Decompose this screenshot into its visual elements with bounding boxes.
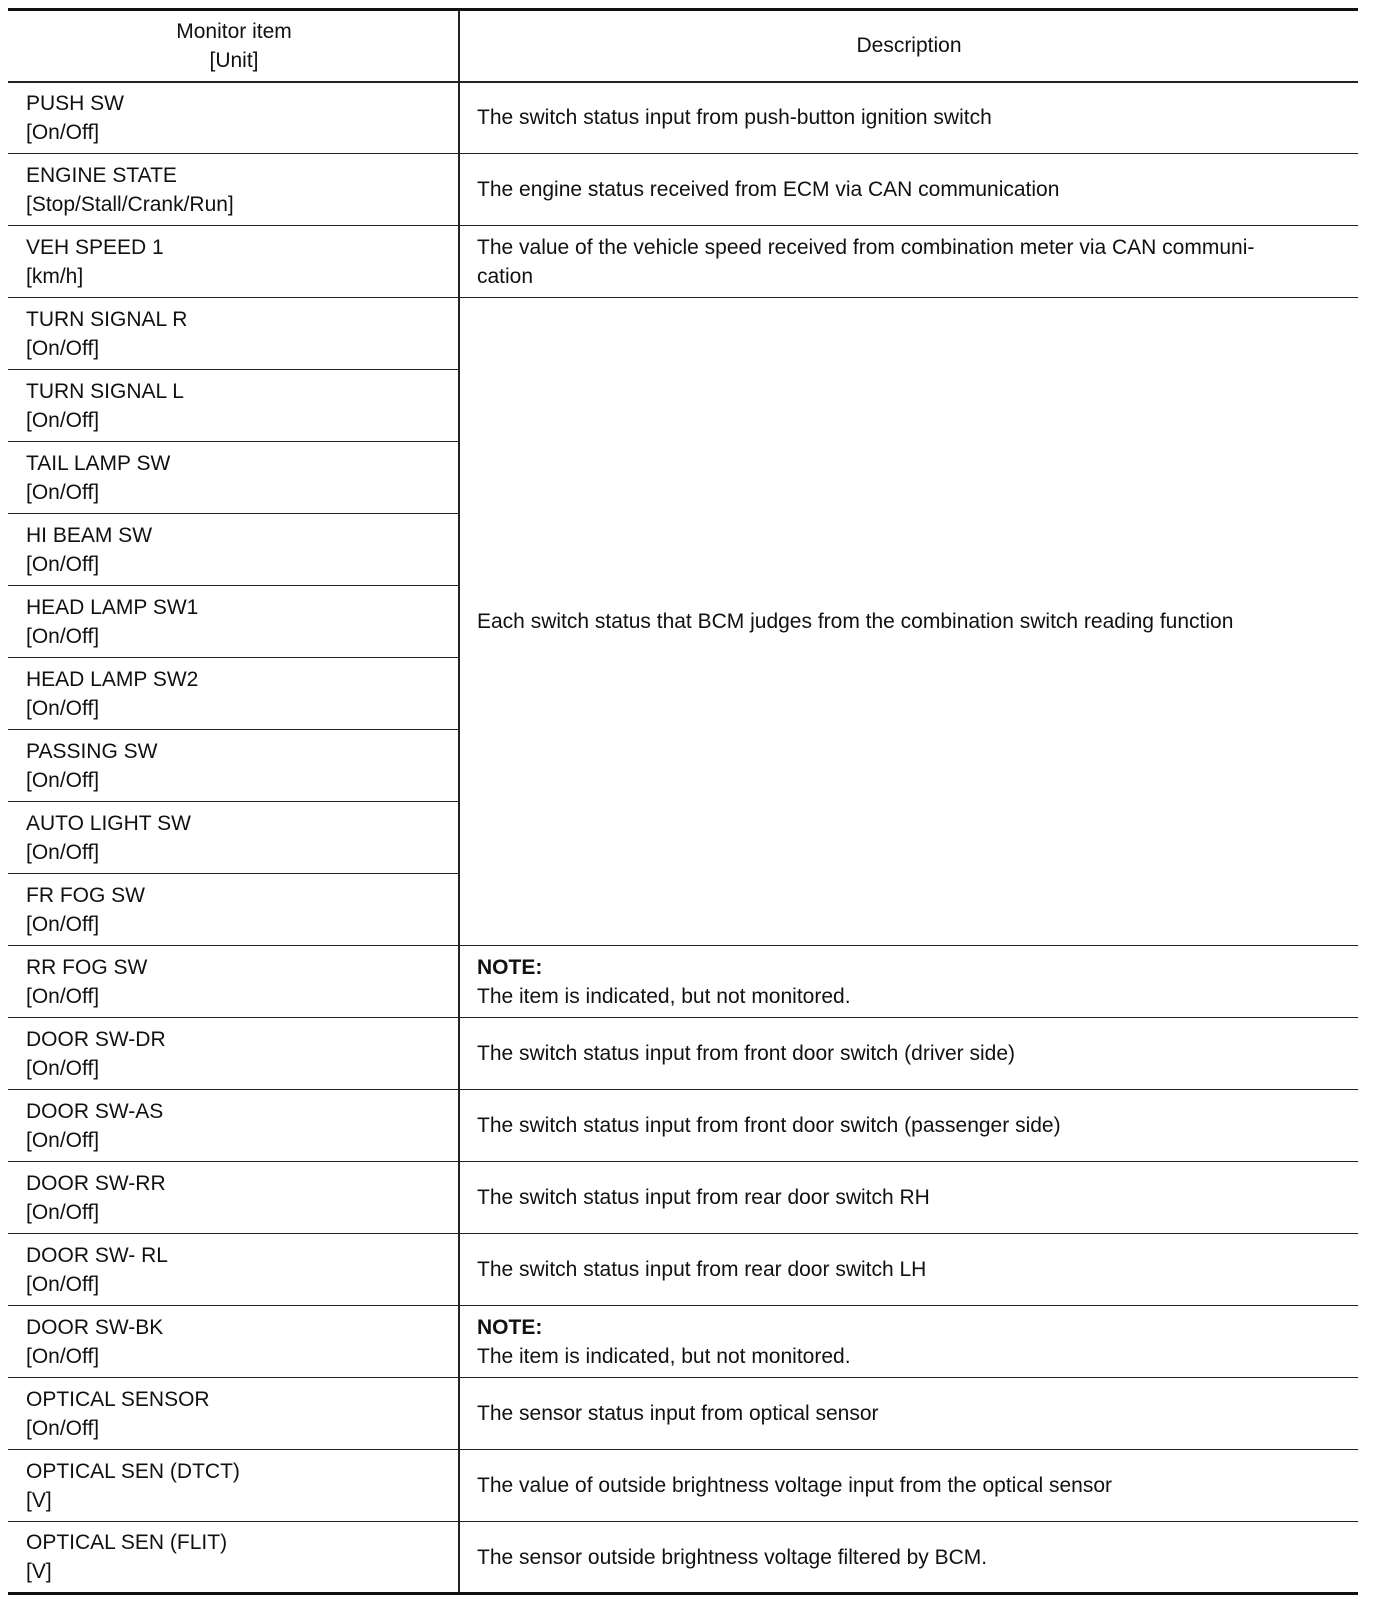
description-cell — [459, 154, 1358, 226]
description-cell — [459, 1522, 1358, 1594]
description-cell — [459, 226, 1358, 298]
monitor-item-cell — [8, 370, 459, 442]
monitor-item-cell — [8, 154, 459, 226]
monitor-item-unit: [Stop/Stall/Crank/Run] — [26, 192, 234, 216]
monitor-item-name: AUTO LIGHT SW — [26, 811, 191, 835]
description-cell — [459, 1162, 1358, 1234]
monitor-item-name: PASSING SW — [26, 739, 158, 763]
monitor-item-name: TURN SIGNAL L — [26, 379, 184, 403]
description-text: The switch status input from front door switch (passenger side) — [477, 1114, 1061, 1137]
monitor-item-cell — [8, 658, 459, 730]
monitor-item-name: HI BEAM SW — [26, 523, 153, 547]
monitor-item-unit: [On/Off] — [26, 624, 100, 648]
monitor-item-cell — [8, 802, 459, 874]
monitor-item-cell — [8, 298, 459, 370]
monitor-item-name: OPTICAL SEN (DTCT) — [26, 1459, 240, 1483]
monitor-item-name: DOOR SW-DR — [26, 1027, 166, 1051]
monitor-item-cell — [8, 1522, 459, 1594]
description-text: The switch status input from rear door switch LH — [477, 1258, 927, 1281]
table-row — [8, 298, 1358, 370]
description-text: The value of the vehicle speed received from combination meter via CAN communi- cation — [477, 235, 1255, 288]
monitor-item-name: VEH SPEED 1 — [26, 235, 164, 259]
description-text: The switch status input from rear door switch RH — [477, 1186, 930, 1209]
table-row — [8, 1234, 1358, 1306]
monitor-item-unit: [km/h] — [26, 264, 84, 288]
description-text: The sensor outside brightness voltage filtered by BCM. — [477, 1545, 988, 1569]
monitor-item-cell — [8, 226, 459, 298]
monitor-item-cell — [8, 1162, 459, 1234]
monitor-item-name: OPTICAL SEN (FLIT) — [26, 1531, 228, 1554]
monitor-item-name: DOOR SW-AS — [26, 1099, 164, 1123]
shared-description-cell: Each switch status that BCM judges from the combination switch reading function — [459, 298, 1358, 946]
note-label: NOTE: — [477, 955, 543, 979]
description-cell — [459, 1450, 1358, 1522]
table-row — [8, 1090, 1358, 1162]
monitor-item-cell — [8, 730, 459, 802]
monitor-item-cell — [8, 586, 459, 658]
monitor-item-name: TURN SIGNAL R — [26, 307, 188, 331]
monitor-item-unit: [On/Off] — [26, 480, 100, 504]
monitor-item-name: PUSH SW — [26, 91, 125, 115]
monitor-item-cell — [8, 442, 459, 514]
table-row — [8, 946, 1358, 1018]
monitor-item-unit: [On/Off] — [26, 120, 100, 144]
table-row — [8, 154, 1358, 226]
note-text: The item is indicated, but not monitored. — [477, 984, 851, 1008]
monitor-item-unit: [V] — [26, 1560, 52, 1583]
note-text: The item is indicated, but not monitored. — [477, 1344, 851, 1368]
monitor-item-name: DOOR SW-RR — [26, 1171, 166, 1195]
monitor-item-unit: [On/Off] — [26, 984, 100, 1008]
table-row — [8, 82, 1358, 154]
monitor-item-unit: [On/Off] — [26, 1344, 100, 1368]
description-cell — [459, 1378, 1358, 1450]
monitor-item-unit: [On/Off] — [26, 336, 100, 360]
monitor-item-cell — [8, 1306, 459, 1378]
table-row — [8, 1018, 1358, 1090]
description-text: The value of outside brightness voltage input from the optical sensor — [477, 1474, 1113, 1497]
monitor-item-name: HEAD LAMP SW2 — [26, 667, 199, 691]
table-row — [8, 1522, 1358, 1594]
monitor-item-unit: [On/Off] — [26, 408, 100, 432]
table-row — [8, 1306, 1358, 1378]
table-row — [8, 1450, 1358, 1522]
monitor-item-header — [8, 10, 459, 82]
monitor-item-name: ENGINE STATE — [26, 163, 177, 187]
description-cell — [459, 82, 1358, 154]
description-cell — [459, 1234, 1358, 1306]
monitor-item-header-label: Monitor item — [176, 19, 292, 43]
monitor-item-cell — [8, 1090, 459, 1162]
description-text: The switch status input from front door switch (driver side) — [477, 1042, 1016, 1065]
monitor-item-table — [8, 8, 1358, 1595]
monitor-item-cell — [8, 514, 459, 586]
description-cell — [459, 1090, 1358, 1162]
table-row — [8, 1162, 1358, 1234]
monitor-item-unit: [On/Off] — [26, 1200, 100, 1224]
table-row — [8, 1378, 1358, 1450]
description-cell — [459, 1018, 1358, 1090]
description-text: The switch status input from push-button ignition switch — [477, 106, 992, 130]
table-header-row — [8, 10, 1358, 82]
monitor-item-cell — [8, 1378, 459, 1450]
monitor-item-cell — [8, 82, 459, 154]
monitor-item-unit: [On/Off] — [26, 1272, 100, 1296]
monitor-item-unit: [On/Off] — [26, 912, 100, 936]
unit-header-label: [Unit] — [209, 48, 259, 72]
monitor-item-unit: [On/Off] — [26, 840, 100, 864]
monitor-item-cell — [8, 1450, 459, 1522]
description-cell — [459, 946, 1358, 1018]
monitor-item-unit: [On/Off] — [26, 552, 100, 576]
table-row — [8, 226, 1358, 298]
monitor-item-name: TAIL LAMP SW — [26, 451, 171, 475]
monitor-item-name: DOOR SW-BK — [26, 1315, 164, 1339]
monitor-item-cell — [8, 1234, 459, 1306]
monitor-item-unit: [On/Off] — [26, 768, 100, 792]
monitor-item-unit: [On/Off] — [26, 696, 100, 720]
monitor-item-cell — [8, 874, 459, 946]
description-text: The sensor status input from optical sensor — [477, 1402, 879, 1425]
monitor-item-unit: [On/Off] — [26, 1416, 100, 1440]
description-text: The engine status received from ECM via CAN communication — [477, 178, 1060, 201]
monitor-item-cell — [8, 1018, 459, 1090]
description-header: Description — [459, 10, 1358, 82]
monitor-item-name: HEAD LAMP SW1 — [26, 595, 199, 619]
note-label: NOTE: — [477, 1315, 543, 1339]
monitor-item-cell — [8, 946, 459, 1018]
monitor-item-unit: [On/Off] — [26, 1056, 100, 1080]
monitor-item-name: DOOR SW- RL — [26, 1243, 168, 1267]
monitor-item-unit: [V] — [26, 1488, 52, 1512]
monitor-item-unit: [On/Off] — [26, 1128, 100, 1152]
monitor-item-name: FR FOG SW — [26, 883, 145, 907]
monitor-item-name: OPTICAL SENSOR — [26, 1387, 210, 1411]
monitor-item-name: RR FOG SW — [26, 955, 148, 979]
description-cell — [459, 1306, 1358, 1378]
